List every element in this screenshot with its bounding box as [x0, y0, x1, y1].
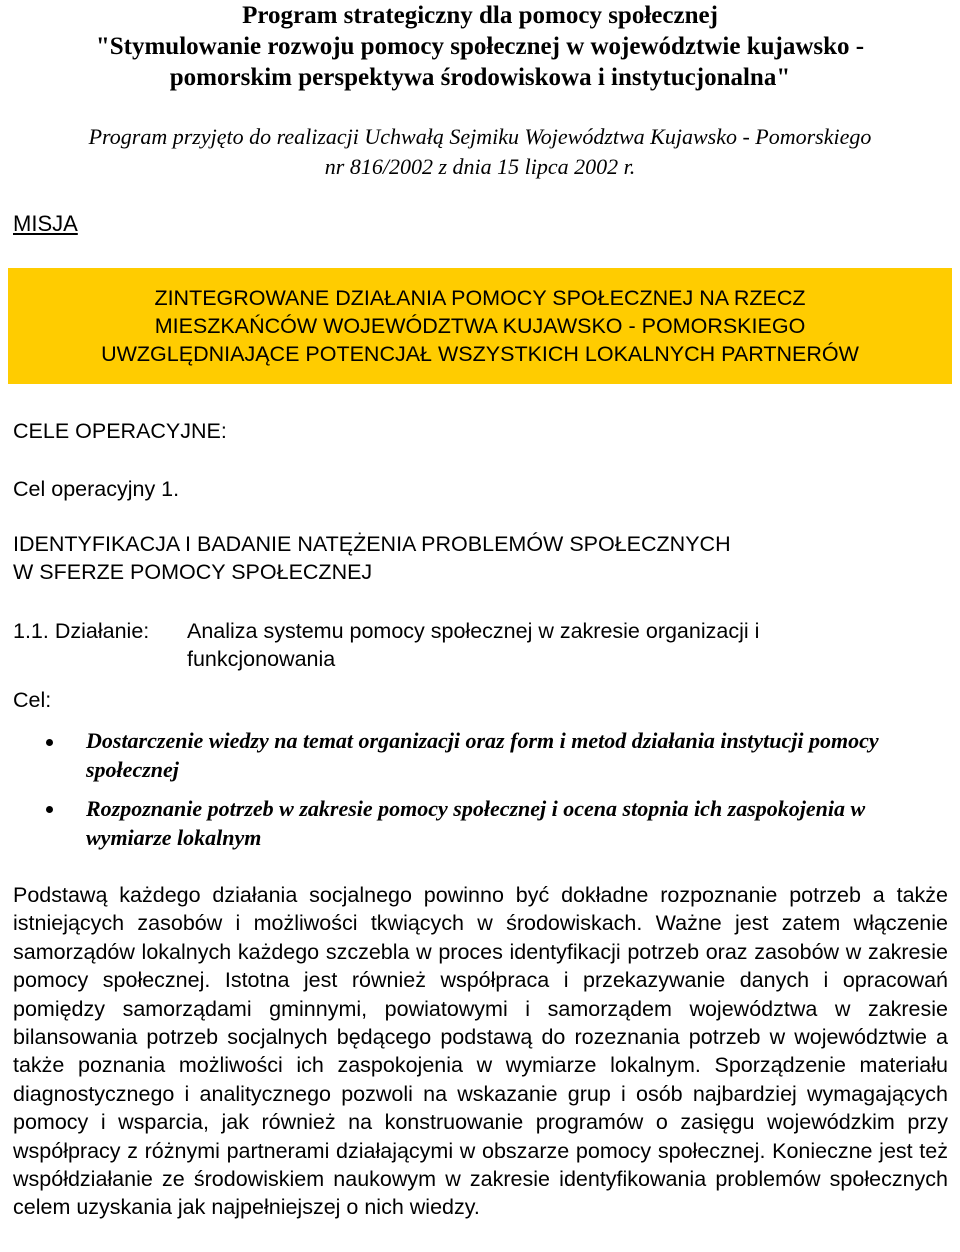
cel-title-line-1: IDENTYFIKACJA I BADANIE NATĘŻENIA PROBLEMÓW SPOŁECZNYCH	[13, 532, 731, 556]
misja-label: MISJA	[13, 211, 78, 236]
document-title-line-3: pomorskim perspektywa środowiskowa i instytucjonalna"	[169, 64, 791, 91]
body-paragraph: Podstawą każdego działania socjalnego powinno być dokładne rozpoznanie potrzeb a także istniejących zasobów i możliwości tkwiących w środowiskach. Ważne jest zatem włączenie samorządów lokalnych każdego szczebla w proces identyfikacji potrzeb oraz zasobów w zakresie pomocy społecznej. Istotna jest również współpraca i przekazywanie danych i opracowań pomiędzy samorządami gminnymi, powiatowymi i samorządem województwa w zakresie bilansowania potrzeb socjalnych będącego podstawą do rozeznania potrzeb w województwie a także poznania możliwości ich zaspokojenia w wymiarze lokalnym. Sporządzenie materiału diagnostycznego i analitycznego pozwoli na wskazanie grup i osób najbardziej wymagających pomocy i wsparcia, jak również na konstruowanie programów o zasięgu wojewódzkim przy współpracy z różnymi partnerami działającymi w obszarze pomocy społecznej. Konieczne jest też współdziałanie ze środowiskiem naukowym w zakresie identyfikowania problemów społecznych celem uzyskania jak najpełniejszej o nich wiedzy.	[13, 883, 948, 1220]
cele-operacyjne-heading: CELE OPERACYJNE:	[13, 419, 227, 443]
cel-operacyjny-label: Cel operacyjny 1.	[13, 477, 180, 501]
document-subtitle-line-1: Program przyjęto do realizacji Uchwałą Sejmiku Województwa Kujawsko - Pomorskiego	[88, 124, 872, 149]
bullet-item-1: Dostarczenie wiedzy na temat organizacji oraz form i metod działania instytucji pomocy społecznej	[86, 728, 879, 782]
dzialanie-text: Analiza systemu pomocy społecznej w zakresie organizacji i funkcjonowania	[187, 619, 760, 671]
mission-highlight-box	[8, 268, 952, 384]
bullet-dot	[46, 806, 53, 813]
bullet-dot	[46, 739, 53, 746]
document-subtitle-line-2: nr 816/2002 z dnia 15 lipca 2002 r.	[324, 154, 636, 179]
document-title-line-2: "Stymulowanie rozwoju pomocy społecznej w województwie kujawsko -	[95, 33, 865, 60]
cel-title-line-2: W SFERZE POMOCY SPOŁECZNEJ	[13, 560, 373, 584]
mission-line-2: MIESZKAŃCÓW WOJEWÓDZTWA KUJAWSKO - POMORSKIEGO	[154, 314, 806, 338]
mission-line-3: UWZGLĘDNIAJĄCE POTENCJAŁ WSZYSTKICH LOKALNYCH PARTNERÓW	[101, 342, 859, 366]
dzialanie-label: 1.1. Działanie:	[13, 619, 150, 643]
bullet-item-2: Rozpoznanie potrzeb w zakresie pomocy społecznej i ocena stopnia ich zaspokojenia w wymiarze lokalnym	[86, 796, 866, 850]
document-title-line-1: Program strategiczny dla pomocy społecznej	[242, 2, 718, 29]
cel-label: Cel:	[13, 688, 52, 712]
mission-line-1: ZINTEGROWANE DZIAŁANIA POMOCY SPOŁECZNEJ NA RZECZ	[154, 286, 806, 310]
